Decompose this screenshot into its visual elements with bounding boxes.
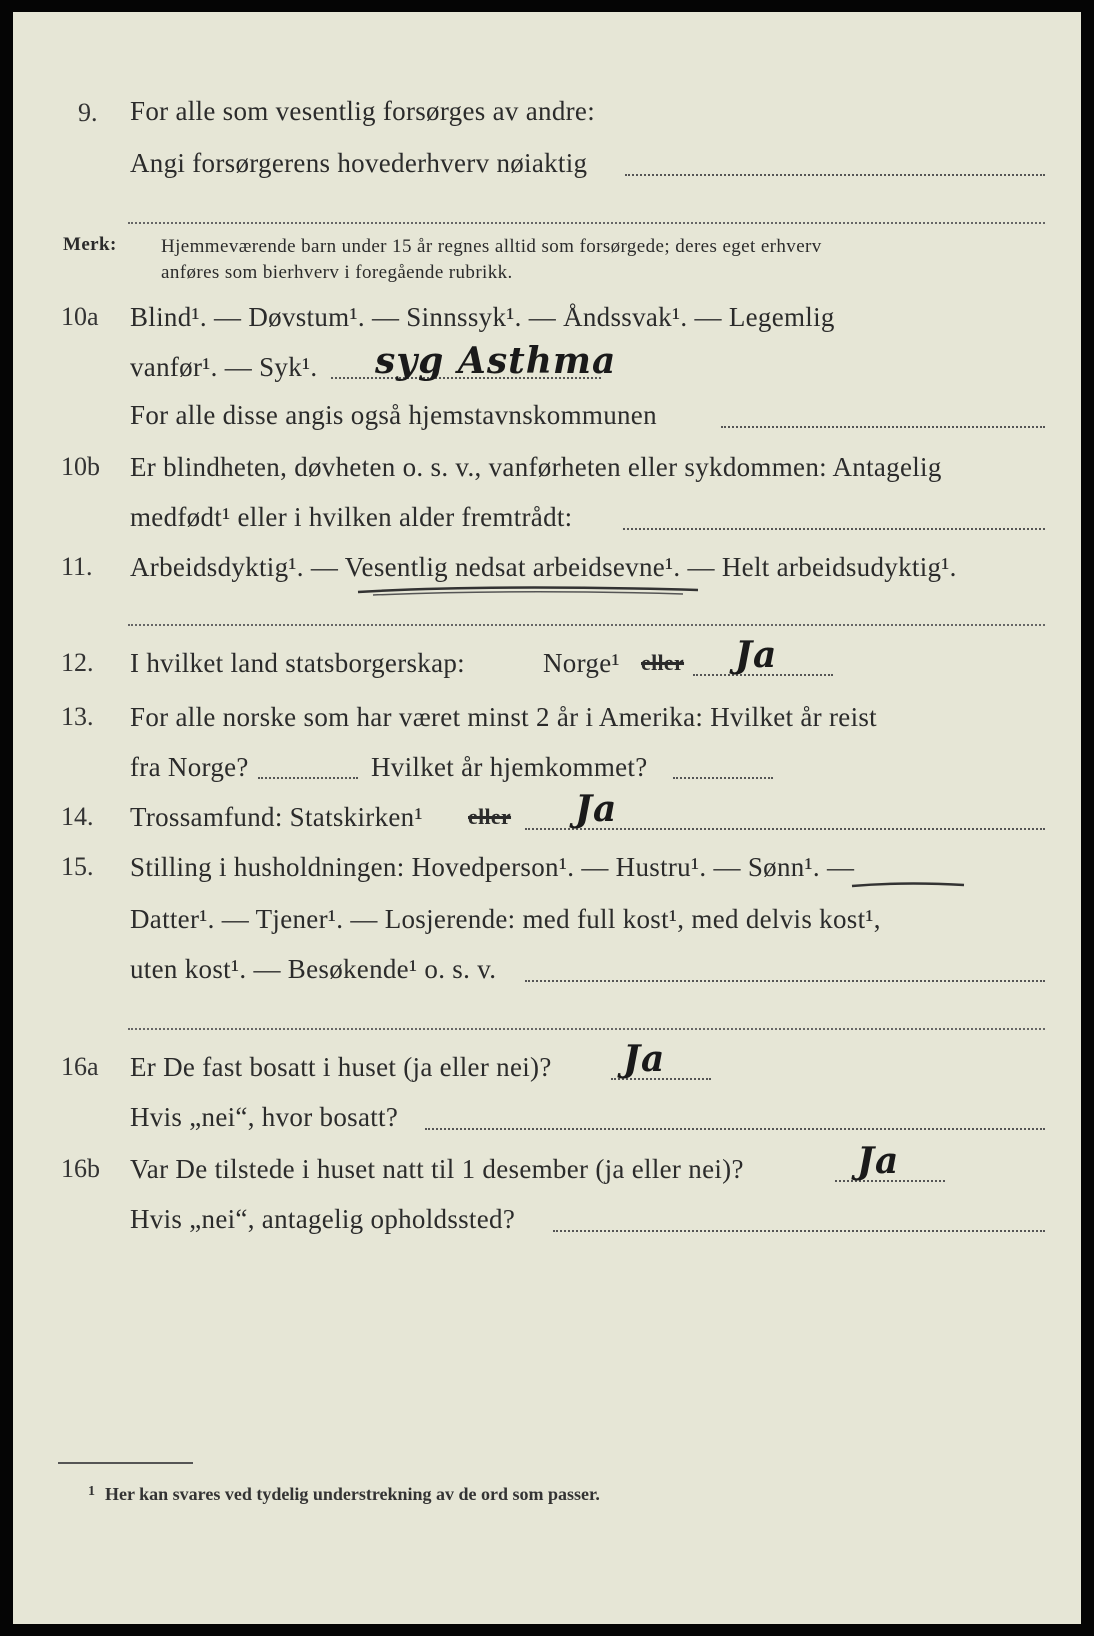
q10a-number: 10a [61, 302, 99, 331]
q9-number: 9. [78, 98, 98, 127]
q15-question-line2: Datter¹. — Tjener¹. — Losjerende: med full kost¹, med delvis kost¹, [130, 904, 881, 934]
q15-answer-line[interactable] [525, 980, 1045, 982]
q10b-answer-line[interactable] [623, 528, 1045, 530]
q16b-location-line[interactable] [553, 1230, 1045, 1232]
q15-number: 15. [61, 852, 94, 881]
footnote-divider [58, 1462, 193, 1464]
q12-struck-eller: eller [641, 650, 685, 675]
q14-number: 14. [61, 802, 94, 831]
census-form-page [13, 12, 1081, 1624]
q15-handwritten-underline [848, 878, 968, 892]
q16a-number: 16a [61, 1052, 99, 1081]
q10b-question-line2: medfødt¹ eller i hvilken alder fremtrådt: [130, 502, 573, 532]
q13-number: 13. [61, 702, 94, 731]
q12-option-norge: Norge¹ [543, 648, 620, 678]
q13-year-left-line[interactable] [258, 777, 358, 779]
q11-handwritten-underline [353, 582, 703, 600]
q15-question-line3: uten kost¹. — Besøkende¹ o. s. v. [130, 954, 497, 984]
q10b-question: Er blindheten, døvheten o. s. v., vanførheten eller sykdommen: Antagelig [130, 452, 942, 482]
footnote-text: Her kan svares ved tydelig understrekning av de ord som passer. [105, 1484, 600, 1504]
footnote-mark: 1 [88, 1484, 95, 1499]
q16a-handwritten-answer: Ja [623, 1038, 666, 1080]
merk-label: Merk: [63, 234, 117, 255]
q16b-number: 16b [61, 1154, 100, 1183]
q10a-question: Blind¹. — Døvstum¹. — Sinnssyk¹. — Åndssvak¹. — Legemlig [130, 302, 835, 332]
q13-question: For alle norske som har været minst 2 år i Amerika: Hvilket år reist [130, 702, 877, 732]
q14-question: Trossamfund: Statskirken¹ [130, 802, 423, 832]
q16a-question: Er De fast bosatt i huset (ja eller nei)? [130, 1052, 552, 1082]
q14-handwritten-answer: Ja [575, 788, 618, 830]
q11-answer-line[interactable] [128, 624, 1045, 626]
q9-question-line2: Angi forsørgerens hovederhverv nøiaktig [130, 148, 588, 178]
q16b-question-line2: Hvis „nei“, antagelig opholdssted? [130, 1204, 516, 1234]
q16b-question: Var De tilstede i huset natt til 1 desember (ja eller nei)? [130, 1154, 744, 1184]
q16b-handwritten-answer: Ja [857, 1140, 900, 1182]
q9-answer-line[interactable] [625, 174, 1045, 176]
q10a-question-line2: vanfør¹. — Syk¹. [130, 352, 318, 382]
q10a-handwritten-answer: syg Asthma [375, 340, 617, 382]
q12-number: 12. [61, 648, 94, 677]
merk-text-line1: Hjemmeværende barn under 15 år regnes alltid som forsørgede; deres eget erhverv [161, 236, 822, 257]
q12-question: I hvilket land statsborgerskap: [130, 648, 465, 678]
q10a-question-line3: For alle disse angis også hjemstavnskommunen [130, 400, 657, 430]
q9-question: For alle som vesentlig forsørges av andre: [130, 96, 595, 126]
merk-text-line2: anføres som bierhverv i foregående rubrikk. [161, 262, 513, 283]
q14-struck-eller: eller [468, 804, 512, 829]
q12-handwritten-answer: Ja [735, 634, 778, 676]
q13-question-from: fra Norge? [130, 752, 249, 782]
q16a-residence-line[interactable] [425, 1128, 1045, 1130]
q9-answer-line-2[interactable] [128, 222, 1045, 224]
q15-answer-line-2[interactable] [128, 1028, 1045, 1030]
q11-number: 11. [61, 552, 93, 581]
q15-question: Stilling i husholdningen: Hovedperson¹. — Hustru¹. — Sønn¹. — [130, 852, 855, 882]
q11-question: Arbeidsdyktig¹. — Vesentlig nedsat arbeidsevne¹. — Helt arbeidsudyktig¹. [130, 552, 957, 582]
q10b-number: 10b [61, 452, 100, 481]
q13-year-returned-line[interactable] [673, 777, 773, 779]
q13-question-return: Hvilket år hjemkommet? [371, 752, 648, 782]
q10a-hometown-line[interactable] [721, 426, 1045, 428]
q16a-question-line2: Hvis „nei“, hvor bosatt? [130, 1102, 399, 1132]
